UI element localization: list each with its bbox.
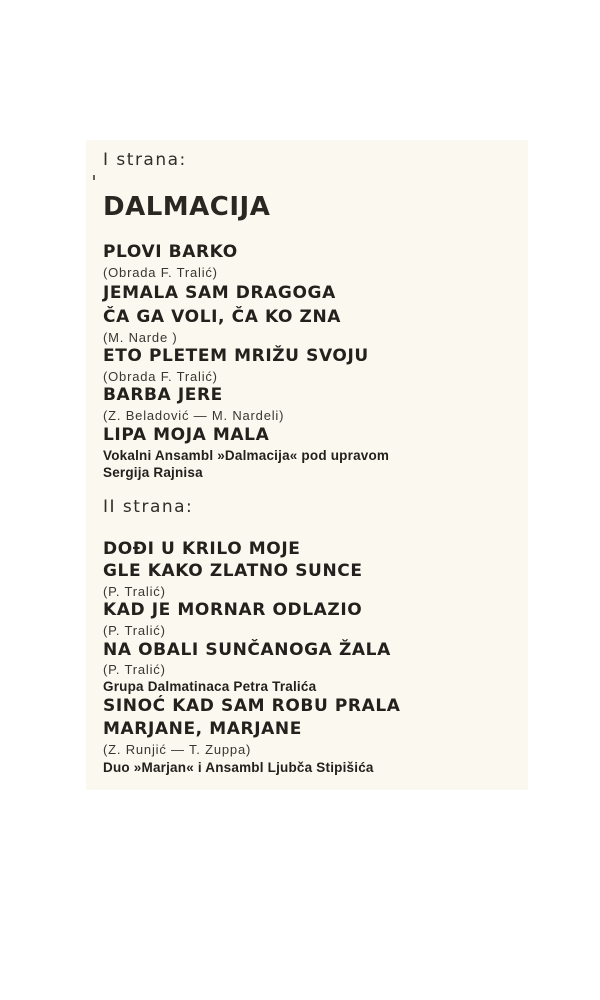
song-title: BARBA JERE [103, 385, 223, 405]
song-title: ETO PLETEM MRIŽU SVOJU [103, 346, 369, 366]
song-credit: (Obrada F. Tralić) [103, 369, 218, 384]
side-b-label: II strana: [103, 497, 194, 517]
print-speck [93, 175, 95, 180]
song-credit: (P. Tralić) [103, 584, 166, 599]
song-title: DOĐI U KRILO MOJE [103, 539, 301, 559]
song-title: MARJANE, MARJANE [103, 719, 302, 739]
song-credit: (P. Tralić) [103, 623, 166, 638]
performer-credit: Vokalni Ansambl »Dalmacija« pod upravom [103, 448, 390, 463]
song-credit: (Z. Runjić — T. Zuppa) [103, 742, 252, 757]
song-title: ČA GA VOLI, ČA KO ZNA [103, 307, 342, 327]
song-credit: (Z. Beladović — M. Nardeli) [103, 408, 285, 423]
song-title: JEMALA SAM DRAGOGA [103, 283, 336, 303]
song-credit: (P. Tralić) [103, 662, 166, 677]
song-title: NA OBALI SUNČANOGA ŽALA [103, 640, 391, 660]
performer-credit: Grupa Dalmatinaca Petra Tralića [103, 679, 317, 694]
song-title: KAD JE MORNAR ODLAZIO [103, 600, 363, 620]
song-title: SINOĆ KAD SAM ROBU PRALA [103, 696, 401, 716]
album-title: DALMACIJA [103, 192, 271, 222]
song-title: PLOVI BARKO [103, 242, 238, 262]
song-title: GLE KAKO ZLATNO SUNCE [103, 561, 363, 581]
performer-credit: Sergija Rajnisa [103, 465, 203, 480]
performer-credit: Duo »Marjan« i Ansambl Ljubča Stipišića [103, 760, 374, 775]
song-credit: (M. Narde ) [103, 330, 178, 345]
side-a-label: I strana: [103, 150, 187, 170]
song-title: LIPA MOJA MALA [103, 425, 270, 445]
song-credit: (Obrada F. Tralić) [103, 265, 218, 280]
